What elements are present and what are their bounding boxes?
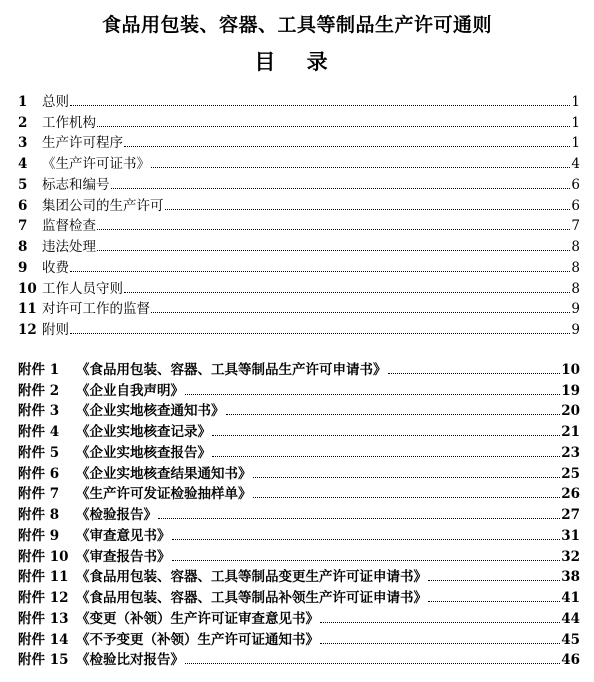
- appendix-page: 31: [561, 527, 580, 544]
- document-title: 食品用包装、容器、工具等制品生产许可通则: [101, 14, 492, 36]
- appendix-number: 附件 8: [18, 507, 60, 523]
- dot-leader: [172, 539, 561, 540]
- appendix-label: 《企业实地核查报告》: [76, 444, 211, 461]
- toc-entry[interactable]: [18, 110, 580, 131]
- appendix-label: 《食品用包装、容器、工具等制品补领生产许可证申请书》: [76, 590, 427, 606]
- appendix-number: 附件 6: [18, 465, 60, 482]
- appendix-entry[interactable]: [18, 544, 580, 565]
- toc-entry-page: 6: [571, 197, 580, 214]
- appendix-entry[interactable]: [18, 606, 580, 627]
- dot-leader: [151, 312, 570, 313]
- toc-entry[interactable]: [18, 89, 580, 110]
- appendix-number: 附件 7: [18, 486, 60, 503]
- appendix-page: 19: [561, 382, 580, 399]
- appendix-label: 《企业自我声明》: [76, 382, 184, 399]
- toc-entry-page: 1: [571, 135, 580, 152]
- appendix-number: 附件 9: [18, 527, 60, 544]
- appendix-entry[interactable]: [18, 399, 580, 420]
- dot-leader: [151, 167, 570, 168]
- toc-entry-page: 9: [571, 322, 580, 338]
- toc-entry[interactable]: [18, 172, 580, 193]
- appendix-entry[interactable]: [18, 648, 580, 669]
- appendix-number: 附件 15: [18, 652, 69, 669]
- appendix-label: 《检验报告》: [76, 507, 157, 523]
- toc-entry-label: 对许可工作的监督: [42, 301, 150, 318]
- toc-entry[interactable]: [18, 131, 580, 152]
- toc-entry-number: 8: [18, 239, 28, 255]
- toc-entry[interactable]: [18, 214, 580, 235]
- appendix-page: 45: [561, 631, 580, 648]
- toc-entry-label: 生产许可程序: [42, 135, 123, 152]
- appendix-entry[interactable]: [18, 357, 580, 378]
- toc-entry[interactable]: [18, 193, 580, 214]
- appendix-number: 附件 14: [18, 631, 69, 648]
- appendix-number: 附件 1: [18, 361, 60, 378]
- toc-entry-number: 12: [18, 322, 37, 338]
- dot-leader: [428, 580, 560, 581]
- toc-entry-label: 工作人员守则: [42, 280, 123, 297]
- appendix-number: 附件 13: [18, 610, 69, 627]
- toc-entry[interactable]: [18, 276, 580, 297]
- appendix-page: 32: [561, 548, 580, 565]
- toc-entry-label: 总则: [42, 93, 69, 110]
- appendix-page: 21: [561, 424, 580, 440]
- toc-entry-number: 6: [18, 197, 28, 214]
- toc-entry-number: 10: [18, 280, 37, 297]
- toc-entry[interactable]: [18, 151, 580, 172]
- toc-entry-label: 附则: [42, 322, 69, 338]
- toc-entry-number: 5: [18, 176, 28, 193]
- toc-entry-number: 9: [18, 259, 28, 276]
- toc-entry-number: 3: [18, 135, 28, 152]
- appendix-number: 附件 2: [18, 382, 60, 399]
- toc-entry-page: 7: [571, 218, 580, 235]
- dot-leader: [212, 456, 560, 457]
- toc-entry-label: 违法处理: [42, 239, 96, 255]
- dot-leader: [320, 643, 560, 644]
- appendix-page: 27: [561, 507, 580, 523]
- appendix-entry[interactable]: [18, 461, 580, 482]
- toc-entry-page: 8: [571, 259, 580, 276]
- dot-leader: [212, 435, 560, 436]
- toc-entry-number: 1: [18, 93, 28, 110]
- toc-entry[interactable]: [18, 297, 580, 318]
- appendix-label: 《生产许可发证检验抽样单》: [76, 486, 252, 503]
- dot-leader: [428, 601, 560, 602]
- appendix-label: 《审查报告书》: [76, 548, 171, 565]
- toc-entry[interactable]: [18, 255, 580, 276]
- dot-leader: [97, 250, 570, 251]
- appendix-entry[interactable]: [18, 419, 580, 440]
- appendix-entry[interactable]: [18, 585, 580, 606]
- toc-entry-page: 1: [571, 114, 580, 131]
- appendix-label: 《食品用包装、容器、工具等制品生产许可申请书》: [76, 361, 387, 378]
- dot-leader: [158, 518, 560, 519]
- appendix-page: 23: [561, 444, 580, 461]
- toc-entry[interactable]: [18, 317, 580, 338]
- appendix-page: 25: [561, 465, 580, 482]
- appendix-entry[interactable]: [18, 565, 580, 586]
- dot-leader: [111, 188, 571, 189]
- appendix-number: 附件 11: [18, 569, 69, 586]
- dot-leader: [172, 560, 561, 561]
- toc-entry-page: 6: [571, 176, 580, 193]
- appendix-number: 附件 10: [18, 548, 69, 565]
- appendix-label: 《企业实地核查记录》: [76, 424, 211, 440]
- appendix-page: 44: [561, 610, 580, 627]
- appendix-number: 附件 12: [18, 590, 69, 606]
- toc-entry-page: 9: [571, 301, 580, 318]
- appendix-page: 20: [561, 403, 580, 420]
- appendix-page: 10: [561, 361, 580, 378]
- toc-main-list: [18, 89, 580, 338]
- toc-entry-page: 4: [571, 156, 580, 172]
- dot-leader: [165, 209, 571, 210]
- toc-entry-label: 监督检查: [42, 218, 96, 235]
- toc-entry-label: 《生产许可证书》: [42, 156, 150, 172]
- appendix-entry[interactable]: [18, 378, 580, 399]
- toc-entry-page: 8: [571, 280, 580, 297]
- dot-leader: [124, 292, 570, 293]
- dot-leader: [97, 229, 570, 230]
- dot-leader: [97, 126, 570, 127]
- dot-leader: [253, 497, 561, 498]
- toc-entry-page: 8: [571, 239, 580, 255]
- dot-leader: [70, 333, 570, 334]
- toc-entry-page: 1: [571, 93, 580, 110]
- dot-leader: [320, 622, 560, 623]
- appendix-label: 《变更（补领）生产许可证审查意见书》: [76, 610, 319, 627]
- appendix-entry[interactable]: [18, 502, 580, 523]
- toc-entry[interactable]: [18, 234, 580, 255]
- appendix-label: 《食品用包装、容器、工具等制品变更生产许可证申请书》: [76, 569, 427, 586]
- dot-leader: [388, 373, 561, 374]
- appendix-label: 《企业实地核查结果通知书》: [76, 465, 252, 482]
- appendix-page: 26: [561, 486, 580, 503]
- toc-entry-label: 标志和编号: [42, 176, 110, 193]
- toc-entry-number: 11: [18, 301, 37, 318]
- appendix-page: 41: [561, 590, 580, 606]
- appendix-entry[interactable]: [18, 627, 580, 648]
- appendix-number: 附件 4: [18, 424, 60, 440]
- toc-entry-number: 2: [18, 114, 28, 131]
- toc-heading: 目 录: [254, 49, 340, 74]
- appendix-entry[interactable]: [18, 440, 580, 461]
- toc-entry-number: 4: [18, 156, 28, 172]
- dot-leader: [253, 477, 561, 478]
- dot-leader: [185, 394, 560, 395]
- toc-entry-label: 收费: [42, 259, 69, 276]
- dot-leader: [124, 146, 570, 147]
- appendix-page: 46: [561, 652, 580, 669]
- toc-entry-number: 7: [18, 218, 28, 235]
- appendix-entry[interactable]: [18, 482, 580, 503]
- dot-leader: [226, 414, 561, 415]
- toc-entry-label: 集团公司的生产许可: [42, 197, 164, 214]
- appendix-number: 附件 3: [18, 403, 60, 420]
- appendix-label: 《企业实地核查通知书》: [76, 403, 225, 420]
- appendix-label: 《不予变更（补领）生产许可证通知书》: [76, 631, 319, 648]
- appendix-page: 38: [561, 569, 580, 586]
- appendix-label: 《审查意见书》: [76, 527, 171, 544]
- appendix-list: [18, 357, 580, 668]
- appendix-label: 《检验比对报告》: [76, 652, 184, 669]
- appendix-number: 附件 5: [18, 444, 60, 461]
- dot-leader: [70, 105, 570, 106]
- toc-entry-label: 工作机构: [42, 114, 96, 131]
- dot-leader: [185, 663, 560, 664]
- appendix-entry[interactable]: [18, 523, 580, 544]
- dot-leader: [70, 271, 570, 272]
